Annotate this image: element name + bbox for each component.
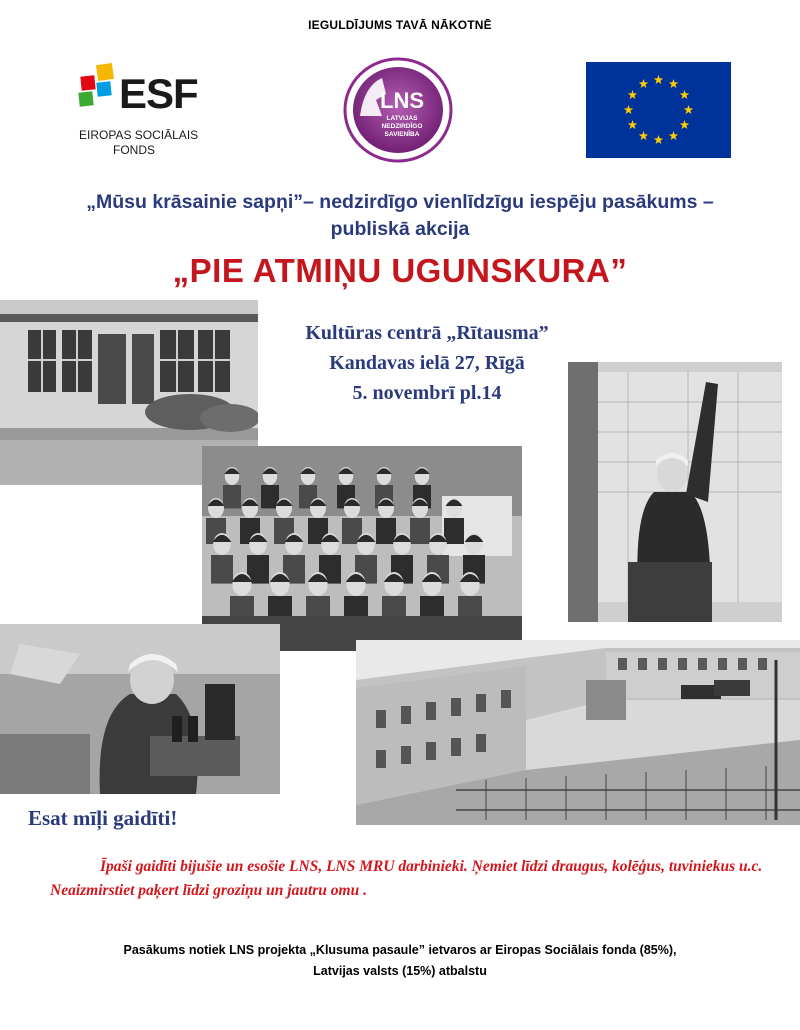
venue-block (262, 318, 592, 408)
invite-note: Īpaši gaidīti bijušie un esošie LNS, LNS MRU darbinieki. Ņemiet līdzi draugus, kolēģus, tuviniekus u.c. Neaizmirstiet paķert līdzi groziņu un jautru omu . (50, 858, 763, 899)
photo-factory-complex (356, 640, 800, 825)
headline-line2: publiskā akcija (330, 218, 470, 240)
esf-logo (75, 62, 215, 167)
photo-group-women (202, 446, 522, 651)
venue-line1: Kultūras centrā „Rītausma” (305, 322, 549, 344)
eu-flag-icon (586, 62, 731, 158)
funding-line2: Latvijas valsts (15%) atbalstu (313, 964, 487, 978)
funding-line1: Pasākums notiek LNS projekta „Klusuma pasaule” ietvaros ar Eiropas Sociālais fonda (85%), (123, 943, 677, 957)
lns-line3: SAVIENĪBA (384, 131, 420, 138)
esf-subtitle-line1: EIROPAS SOCIĀLAIS (79, 128, 199, 142)
esf-squares-icon (75, 62, 119, 108)
esf-word: ESF (119, 70, 198, 117)
lns-logo (342, 56, 454, 164)
top-slogan: IEGULDĪJUMS TAVĀ NĀKOTNĒ (308, 18, 492, 32)
lns-line2: NEDZIRDĪGO (381, 123, 423, 130)
funding-note (30, 940, 770, 982)
photo-woman-blackboard (568, 362, 782, 622)
photo-sewing-worker (0, 624, 280, 794)
venue-line2: Kandavas ielā 27, Rīgā (329, 352, 525, 374)
lns-emblem-icon (342, 56, 454, 164)
venue-line3: 5. novembrī pl.14 (352, 382, 502, 404)
lns-word: LNS (380, 88, 424, 113)
esf-subtitle (79, 128, 198, 158)
lns-line1: LATVIJAS (386, 115, 418, 122)
headline-line1: „Mūsu krāsainie sapņi”– nedzirdīgo vienlīdzīgu iespēju pasākums – (86, 191, 714, 213)
welcome-text: Esat mīļi gaidīti! (28, 806, 178, 830)
event-title: „PIE ATMIŅU UGUNSKURA” (172, 252, 628, 289)
esf-subtitle-line2: FONDS (113, 143, 155, 157)
